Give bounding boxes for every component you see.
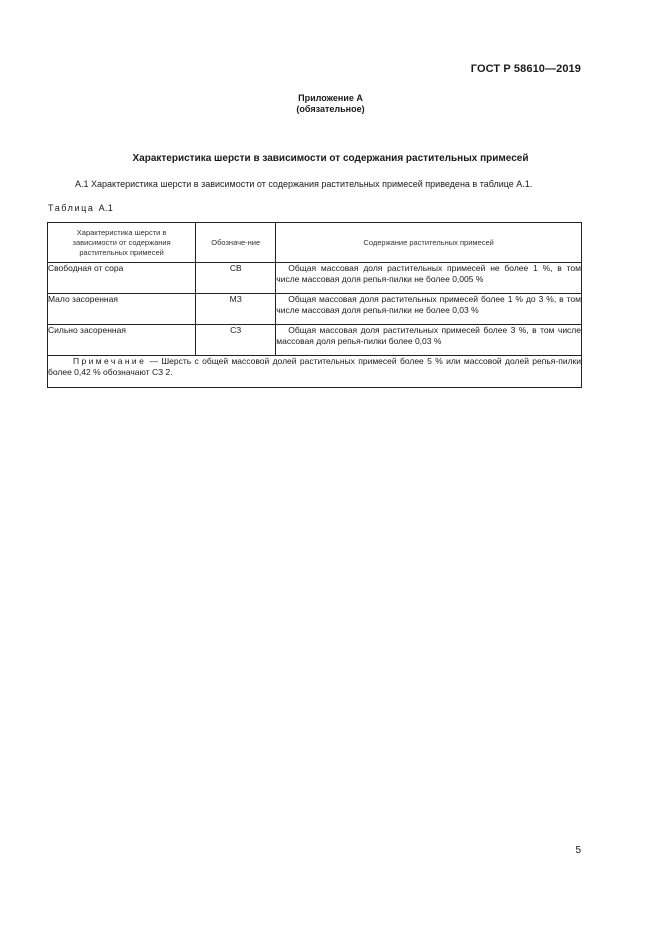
table-row (48, 294, 582, 325)
note-text: — Шерсть с общей массовой долей растительных примесей более 5 % или массовой долей репья-пилки более 0,42 % обозначают СЗ 2. (48, 356, 581, 377)
header-content: Содержание растительных примесей (276, 223, 582, 263)
table-note-row (48, 356, 582, 388)
page-number: 5 (575, 845, 581, 856)
row-code: СЗ (196, 325, 276, 356)
appendix-subtitle: (обязательное) (296, 104, 365, 114)
document-code: ГОСТ Р 58610—2019 (470, 63, 581, 75)
note-label: Примечание (73, 356, 147, 366)
table-row (48, 325, 582, 356)
header-characteristic: Характеристика шерсти в зависимости от содержания растительных примесей (48, 223, 196, 263)
appendix-heading (0, 93, 661, 115)
row-code: СВ (196, 263, 276, 294)
table-header-row (48, 223, 582, 263)
row-content: Общая массовая доля растительных примесей не более 1 %, в том числе массовая доля репья-пилки не более 0,005 % (276, 263, 582, 294)
table-caption (48, 203, 113, 213)
header-code: Обозначе-ние (196, 223, 276, 263)
row-name: Мало засоренная (48, 294, 196, 325)
characteristics-table (47, 222, 582, 388)
row-name: Сильно засоренная (48, 325, 196, 356)
row-code: МЗ (196, 294, 276, 325)
row-name: Свободная от сора (48, 263, 196, 294)
table-note (48, 356, 582, 388)
table-row (48, 263, 582, 294)
row-content: Общая массовая доля растительных примесей более 3 %, в том числе массовая доля репья-пилки более 0,03 % (276, 325, 582, 356)
section-title: Характеристика шерсти в зависимости от содержания растительных примесей (132, 153, 529, 164)
table-caption-number: А.1 (98, 203, 114, 213)
section-paragraph: А.1 Характеристика шерсти в зависимости от содержания растительных примесей приведена в таблице А.1. (75, 179, 533, 189)
appendix-title: Приложение А (298, 93, 363, 103)
table-caption-word: Таблица (48, 203, 95, 213)
row-content: Общая массовая доля растительных примесей более 1 % до 3 %, в том числе массовая доля репья-пилки не более 0,03 % (276, 294, 582, 325)
